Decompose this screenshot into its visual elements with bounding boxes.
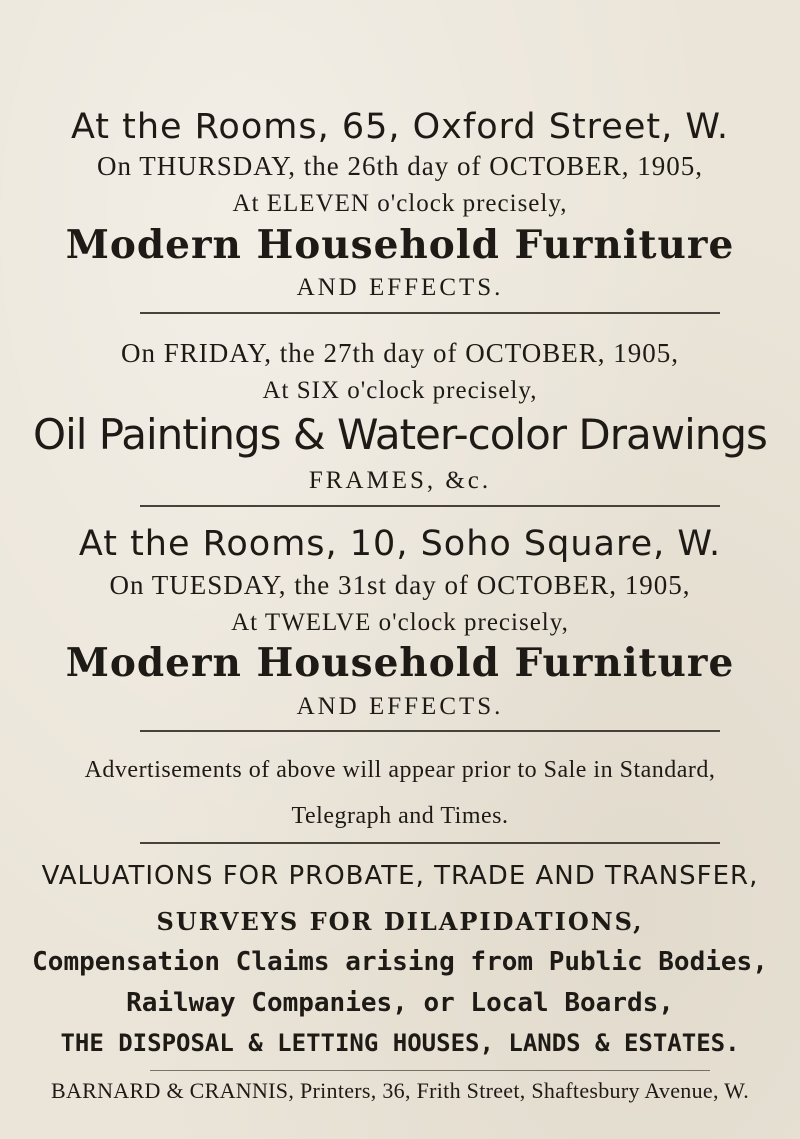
divider-rule <box>140 730 720 732</box>
sale-time-twelve: At TWELVE o'clock precisely, <box>231 609 569 636</box>
headline-household-furniture-1: Modern Household Furniture <box>65 222 735 268</box>
venue-oxford-street: At the Rooms, 65, Oxford Street, W. <box>70 107 730 147</box>
sale-date-tuesday: On TUESDAY, the 31st day of OCTOBER, 1905, <box>109 570 691 600</box>
printer-imprint: BARNARD & CRANNIS, Printers, 36, Frith Street, Shaftesbury Avenue, W. <box>50 1078 749 1103</box>
services-valuations: VALUATIONS FOR PROBATE, TRADE AND TRANSFER, <box>41 861 759 891</box>
services-disposal: THE DISPOSAL & LETTING HOUSES, LANDS & ESTATES. <box>60 1029 740 1057</box>
sale-time-eleven: At ELEVEN o'clock precisely, <box>232 190 568 217</box>
sale-time-six: At SIX o'clock precisely, <box>262 377 538 404</box>
services-compensation: Compensation Claims arising from Public Bodies, <box>32 947 768 977</box>
subtitle-frames: FRAMES, &c. <box>308 467 492 494</box>
sale-date-thursday: On THURSDAY, the 26th day of OCTOBER, 1905, <box>96 151 704 181</box>
services-railway: Railway Companies, or Local Boards, <box>126 988 674 1018</box>
venue-soho-square: At the Rooms, 10, Soho Square, W. <box>78 524 722 564</box>
divider-rule <box>150 1070 710 1071</box>
divider-rule <box>140 312 720 314</box>
headline-household-furniture-2: Modern Household Furniture <box>65 640 735 686</box>
headline-oil-paintings: Oil Paintings & Water-color Drawings <box>33 410 767 459</box>
subtitle-and-effects-2: AND EFFECTS. <box>296 693 504 720</box>
divider-rule <box>140 505 720 507</box>
subtitle-and-effects-1: AND EFFECTS. <box>296 274 504 301</box>
divider-rule <box>140 842 720 844</box>
advertisement-papers: Telegraph and Times. <box>291 803 509 829</box>
services-surveys: SURVEYS FOR DILAPIDATIONS, <box>156 907 644 936</box>
sale-date-friday: On FRIDAY, the 27th day of OCTOBER, 1905, <box>120 338 680 368</box>
advertisement-notice: Advertisements of above will appear prior to Sale in Standard, <box>84 757 716 783</box>
